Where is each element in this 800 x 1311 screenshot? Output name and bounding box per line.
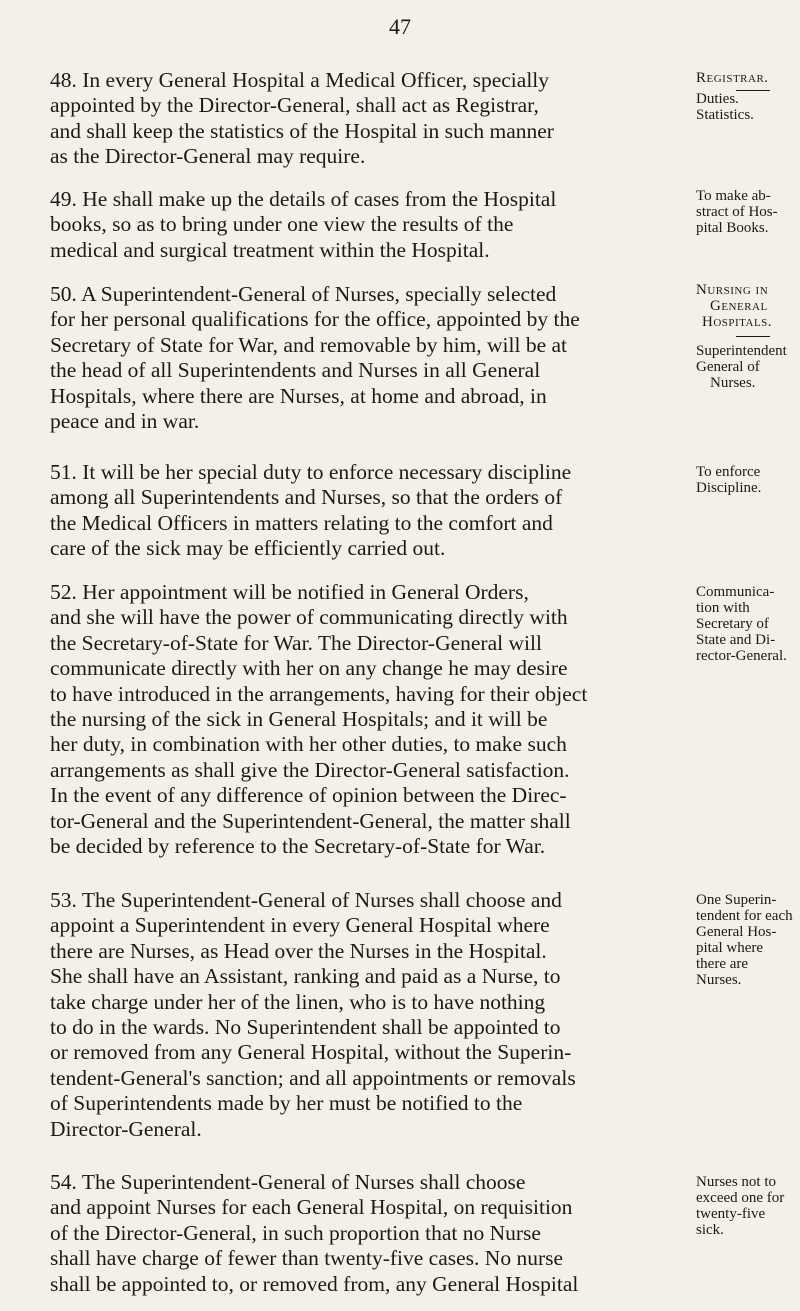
margin-note-line: General Hos- [696, 924, 777, 940]
paragraph-line: of Superintendents made by her must be notified to the [50, 1091, 523, 1116]
margin-note-52 [696, 584, 800, 664]
margin-note-line: tendent for each [696, 908, 793, 924]
paragraph-line: to have introduced in the arrangements, having for their object [50, 681, 588, 706]
page-number: 47 [389, 14, 411, 39]
margin-note-53 [696, 892, 800, 988]
margin-note-line: pital where [696, 940, 764, 956]
paragraph-line: 54. The Superintendent-General of Nurses shall choose [50, 1170, 526, 1194]
margin-note-line: Nurses not to [696, 1174, 776, 1190]
margin-note-50 [696, 282, 800, 391]
margin-note-line: General of [696, 359, 760, 375]
paragraph-54 [50, 1170, 690, 1297]
margin-note-heading: Hospitals. [702, 314, 773, 330]
paragraph-line: and appoint Nurses for each General Hospital, on requisition [50, 1195, 573, 1220]
margin-note-line: tion with [696, 600, 750, 616]
paragraph-line: 48. In every General Hospital a Medical Officer, specially [50, 68, 550, 92]
paragraph-line: 51. It will be her special duty to enforce necessary discipline [50, 460, 572, 484]
paragraph-line: In the event of any difference of opinion between the Direc- [50, 783, 567, 808]
paragraph-52 [50, 580, 690, 859]
margin-note-heading: General [710, 298, 768, 314]
paragraph-line: books, so as to bring under one view the results of the [50, 212, 514, 237]
paragraph-50 [50, 282, 690, 434]
paragraph-line: tor-General and the Superintendent-General, the matter shall [50, 808, 571, 833]
margin-note-line: Communica- [696, 584, 775, 600]
paragraph-line: the head of all Superintendents and Nurses in all General [50, 358, 541, 383]
margin-note-line: Discipline. [696, 480, 762, 496]
paragraph-line: communicate directly with her on any change he may desire [50, 656, 568, 681]
margin-note-line: exceed one for [696, 1190, 785, 1206]
margin-note-line: Duties. [696, 91, 739, 107]
margin-note-line: pital Books. [696, 220, 769, 236]
paragraph-line: She shall have an Assistant, ranking and paid as a Nurse, to [50, 964, 561, 989]
paragraph-line: peace and in war. [50, 409, 200, 434]
paragraph-line: for her personal qualifications for the office, appointed by the [50, 307, 580, 332]
margin-note-51 [696, 464, 800, 496]
margin-note-line: One Superin- [696, 892, 777, 908]
paragraph-line: of the Director-General, in such proportion that no Nurse [50, 1220, 541, 1245]
paragraph-line: Director-General. [50, 1116, 202, 1141]
margin-note-line: To enforce [696, 464, 761, 480]
paragraph-line: her duty, in combination with her other duties, to make such [50, 732, 567, 757]
margin-note-line: Nurses. [710, 375, 756, 391]
paragraph-line: shall have charge of fewer than twenty-five cases. No nurse [50, 1246, 564, 1271]
paragraph-line: 50. A Superintendent-General of Nurses, specially selected [50, 282, 557, 306]
paragraph-line: there are Nurses, as Head over the Nurses in the Hospital. [50, 938, 547, 963]
paragraph-line: care of the sick may be efficiently carried out. [50, 536, 446, 561]
paragraph-line: 52. Her appointment will be notified in General Orders, [50, 580, 529, 604]
margin-note-line: stract of Hos- [696, 204, 778, 220]
paragraph-53 [50, 888, 690, 1142]
paragraph-line: be decided by reference to the Secretary-of-State for War. [50, 834, 546, 859]
margin-note-54 [696, 1174, 800, 1238]
paragraph-49 [50, 187, 690, 263]
paragraph-line: to do in the wards. No Superintendent shall be appointed to [50, 1015, 561, 1040]
paragraph-line: as the Director-General may require. [50, 144, 366, 169]
margin-note-line: Nurses. [696, 972, 742, 988]
paragraph-line: among all Superintendents and Nurses, so that the orders of [50, 485, 563, 510]
paragraph-line: and she will have the power of communicating directly with [50, 605, 568, 630]
paragraph-51 [50, 460, 690, 562]
paragraph-48 [50, 68, 690, 170]
paragraph-line: take charge under her of the linen, who is to have nothing [50, 989, 546, 1014]
paragraph-line: Secretary of State for War, and removable by him, will be at [50, 332, 568, 357]
margin-note-line: Superintendent [696, 343, 787, 359]
paragraph-line: appointed by the Director-General, shall act as Registrar, [50, 93, 539, 118]
divider [736, 336, 770, 337]
paragraph-line: the Medical Officers in matters relating to the comfort and [50, 510, 553, 535]
paragraph-line: medical and surgical treatment within the Hospital. [50, 237, 490, 262]
margin-note-heading: Registrar. [696, 70, 769, 86]
margin-note-48 [696, 70, 800, 123]
paragraph-line: and shall keep the statistics of the Hospital in such manner [50, 118, 554, 143]
margin-note-line: there are [696, 956, 749, 972]
paragraph-line: appoint a Superintendent in every General Hospital where [50, 913, 550, 938]
margin-note-line: To make ab- [696, 188, 771, 204]
margin-note-49 [696, 188, 800, 236]
margin-note-heading: Nursing in [696, 282, 769, 298]
margin-note-line: Secretary of [696, 616, 769, 632]
margin-note-line: Statistics. [696, 107, 754, 123]
paragraph-line: tendent-General's sanction; and all appointments or removals [50, 1065, 576, 1090]
margin-note-line: twenty-five [696, 1206, 766, 1222]
paragraph-line: 53. The Superintendent-General of Nurses shall choose and [50, 888, 562, 912]
paragraph-line: the nursing of the sick in General Hospitals; and it will be [50, 707, 548, 732]
paragraph-line: the Secretary-of-State for War. The Director-General will [50, 630, 542, 655]
paragraph-line: or removed from any General Hospital, without the Superin- [50, 1040, 572, 1065]
margin-note-line: rector-General. [696, 648, 787, 664]
paragraph-line: shall be appointed to, or removed from, any General Hospital [50, 1271, 579, 1296]
paragraph-line: Hospitals, where there are Nurses, at home and abroad, in [50, 383, 547, 408]
margin-note-line: sick. [696, 1222, 724, 1238]
paragraph-line: arrangements as shall give the Director-General satisfaction. [50, 757, 570, 782]
paragraph-line: 49. He shall make up the details of cases from the Hospital [50, 187, 557, 211]
margin-note-line: State and Di- [696, 632, 776, 648]
